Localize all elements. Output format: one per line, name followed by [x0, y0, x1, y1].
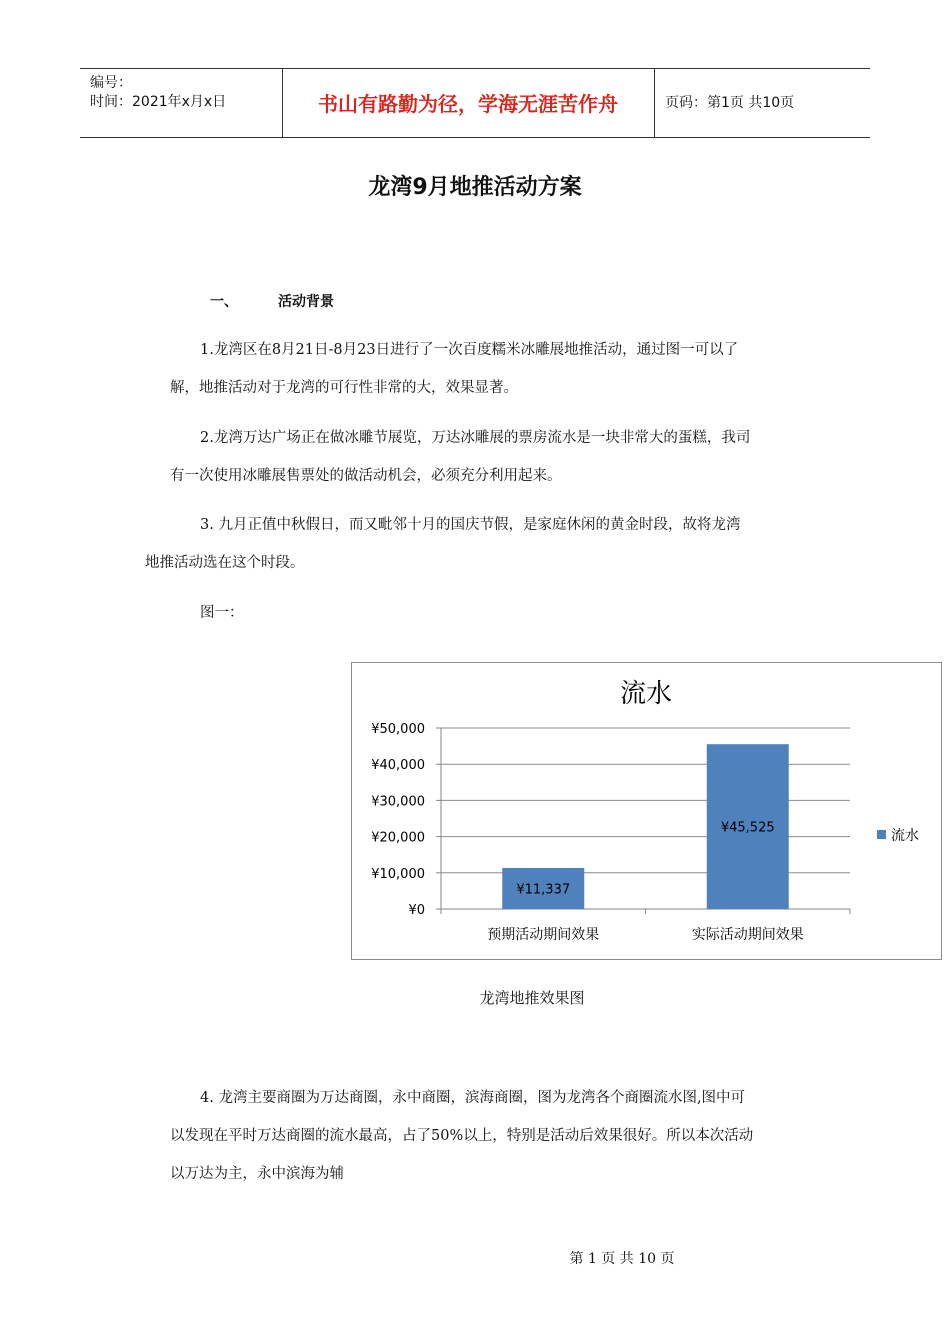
legend-label: 流水 [891, 828, 919, 844]
document-title: 龙湾9月地推活动方案 [368, 175, 582, 200]
time-label: 时间：2021年x月x日 [90, 94, 227, 110]
paragraph-3-line-2: 地推活动选在这个时段。 [145, 555, 305, 571]
motto-text: 书山有路勤为径，学海无涯苦作舟 [282, 69, 655, 137]
y-tick-label: ¥10,000 [371, 866, 425, 882]
y-tick-label: ¥30,000 [371, 794, 425, 810]
paragraph-4-line-2: 以发现在平时万达商圈的流水最高，占了50%以上，特别是活动后效果很好。所以本次活动 [170, 1128, 754, 1144]
chart-svg [352, 663, 941, 959]
number-label: 编号： [90, 75, 132, 91]
data-label: ¥11,337 [516, 882, 571, 898]
paragraph-4-line-1: 4. 龙湾主要商圈为万达商圈，永中商圈，滨海商圈，图为龙湾各个商圈流水图,图中可 [200, 1090, 746, 1106]
document-header [80, 68, 870, 138]
paragraph-2-line-1: 2.龙湾万达广场正在做冰雕节展览，万达冰雕展的票房流水是一块非常大的蛋糕，我司 [200, 430, 751, 446]
page-info: 页码：第1页 共10页 [665, 95, 795, 111]
y-tick-label: ¥50,000 [371, 722, 425, 737]
paragraph-1-line-2: 解，地推活动对于龙湾的可行性非常的大，效果显著。 [170, 380, 518, 396]
x-category-label: 预期活动期间效果 [487, 927, 600, 943]
chart-title: 流水 [619, 679, 673, 709]
effect-chart [351, 662, 942, 960]
paragraph-1-line-1: 1.龙湾区在8月21日-8月23日进行了一次百度糯米冰雕展地推活动，通过图一可以了 [200, 342, 739, 358]
y-tick-label: ¥0 [408, 903, 425, 918]
paragraph-4-line-3: 以万达为主，永中滨海为辅 [170, 1166, 344, 1182]
section-title: 活动背景 [278, 294, 334, 310]
y-tick-label: ¥20,000 [371, 830, 425, 846]
paragraph-3-line-1: 3. 九月正值中秋假日，而又毗邻十月的国庆节假，是家庭休闲的黄金时段，故将龙湾 [200, 517, 741, 533]
page-footer: 第 1 页 共 10 页 [569, 1251, 675, 1267]
y-tick-label: ¥40,000 [371, 758, 425, 774]
paragraph-2-line-2: 有一次使用冰雕展售票处的做活动机会，必须充分利用起来。 [170, 468, 562, 484]
figure-caption: 龙湾地推效果图 [479, 989, 585, 1007]
header-meta-cell [80, 69, 283, 137]
data-label: ¥45,525 [720, 820, 775, 836]
x-category-label: 实际活动期间效果 [691, 927, 804, 943]
section-number: 一、 [210, 294, 238, 310]
figure-label: 图一： [200, 605, 244, 621]
legend-swatch [877, 830, 886, 839]
